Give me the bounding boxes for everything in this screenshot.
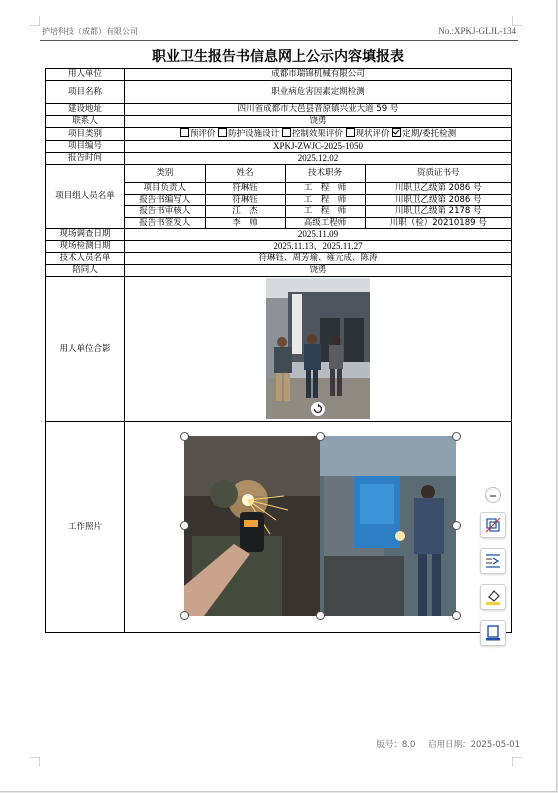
team-header-title: 技术职务 xyxy=(285,165,365,183)
group-photo[interactable] xyxy=(266,278,370,419)
category-label: 项目类别 xyxy=(46,128,125,141)
team-role: 报告书签发人 xyxy=(125,217,205,228)
project-code-label: 项目编号 xyxy=(46,141,125,153)
report-time-label: 报告时间 xyxy=(46,153,125,165)
minus-icon xyxy=(486,489,500,503)
category-option-status-eval[interactable]: 现状评价 xyxy=(346,129,390,139)
resize-handle[interactable] xyxy=(452,521,461,530)
employer-label: 用人单位 xyxy=(46,69,125,81)
team-role: 报告书编写人 xyxy=(125,194,205,206)
checked-checkbox-icon[interactable] xyxy=(392,128,401,137)
test-date-value[interactable]: 2025.11.13、2025.11.27 xyxy=(125,241,512,253)
team-title[interactable]: 工 程 师 xyxy=(285,206,365,218)
text-wrap-button[interactable] xyxy=(480,548,506,574)
team-title[interactable]: 工 程 师 xyxy=(285,194,365,206)
header-rule xyxy=(40,40,518,41)
team-row xyxy=(125,183,511,195)
tech-staff-value[interactable]: 符琳钰、周芳瑜、雍元成、陈涛 xyxy=(125,253,512,265)
border-style-button[interactable] xyxy=(480,620,506,646)
resize-handle[interactable] xyxy=(180,432,189,441)
team-title[interactable]: 高级工程师 xyxy=(285,217,365,228)
team-row xyxy=(125,206,511,218)
category-option-periodic-test[interactable]: 定期/委托检测 xyxy=(392,129,456,139)
team-name[interactable]: 江 杰 xyxy=(205,206,285,218)
survey-date-value[interactable]: 2025.11.09 xyxy=(125,229,512,241)
page-title: 职业卫生报告书信息网上公示内容填报表 xyxy=(152,49,404,65)
tech-staff-label: 技术人员名单 xyxy=(46,253,125,265)
rotate-icon[interactable] xyxy=(310,401,326,417)
footer xyxy=(376,738,520,750)
work-photo-label: 工作照片 xyxy=(46,422,125,633)
resize-handle[interactable] xyxy=(452,611,461,620)
crop-mark-bottom-left xyxy=(30,757,40,767)
team-cell xyxy=(125,165,512,229)
team-cert[interactable]: 川职（检）20210189 号 xyxy=(365,217,511,228)
work-photo[interactable] xyxy=(184,436,456,616)
checkbox-icon[interactable] xyxy=(218,128,227,137)
team-row xyxy=(125,217,511,228)
team-header-role: 类别 xyxy=(125,165,205,183)
resize-handle[interactable] xyxy=(316,611,325,620)
team-table xyxy=(125,165,511,228)
address-label: 建设地址 xyxy=(46,104,125,116)
team-name[interactable]: 李 帅 xyxy=(205,217,285,228)
fill-color-button[interactable] xyxy=(480,584,506,610)
project-name-label: 项目名称 xyxy=(46,81,125,104)
text-wrap-icon xyxy=(481,549,505,573)
category-options xyxy=(125,128,512,141)
report-form-table xyxy=(45,68,512,633)
crop-mark-top-right xyxy=(512,16,522,26)
crop-mark-bottom-right xyxy=(512,757,522,767)
team-role: 报告书审核人 xyxy=(125,206,205,218)
crop-mark-top-left xyxy=(30,16,40,26)
contact-value[interactable]: 饶勇 xyxy=(125,116,512,128)
checkbox-icon[interactable] xyxy=(346,128,355,137)
team-cert[interactable]: 川职卫乙级第 2178 号 xyxy=(365,206,511,218)
test-date-label: 现场检测日期 xyxy=(46,241,125,253)
fill-icon xyxy=(481,585,505,609)
group-photo-cell xyxy=(125,277,512,422)
report-time-value[interactable]: 2025.12.02 xyxy=(125,153,512,165)
team-row xyxy=(125,194,511,206)
header-doc-number: No.:XPKJ-GLJL-134 xyxy=(438,26,516,36)
crop-icon xyxy=(481,513,505,537)
team-cert[interactable]: 川职卫乙级第 2086 号 xyxy=(365,194,511,206)
resize-handle[interactable] xyxy=(180,611,189,620)
category-option-control-eval[interactable]: 控制效果评价 xyxy=(282,129,343,139)
project-code-value[interactable]: XPKJ-ZWJC-2025-1050 xyxy=(125,141,512,153)
resize-handle[interactable] xyxy=(452,432,461,441)
address-value[interactable]: 四川省成都市大邑县晋原镇兴业大道 59 号 xyxy=(125,104,512,116)
checkbox-icon[interactable] xyxy=(282,128,291,137)
team-label: 项目组人员名单 xyxy=(46,165,125,229)
collapse-toolbar-button[interactable] xyxy=(485,487,501,503)
survey-date-label: 现场调查日期 xyxy=(46,229,125,241)
category-option-pre-eval[interactable]: 预评价 xyxy=(180,129,216,139)
category-option-protection-design[interactable]: 防护设施设计 xyxy=(218,129,279,139)
header-company: 护培科技（成都）有限公司 xyxy=(42,27,138,36)
work-photo-cell xyxy=(125,422,512,633)
team-name[interactable]: 符琳钰 xyxy=(205,194,285,206)
footer-version: 版号：8.0 xyxy=(376,740,416,750)
team-header-cert: 资质证书号 xyxy=(365,165,511,183)
contact-label: 联系人 xyxy=(46,116,125,128)
team-header-name: 姓名 xyxy=(205,165,285,183)
team-cert[interactable]: 川职卫乙级第 2086 号 xyxy=(365,183,511,195)
group-photo-label: 用人单位合影 xyxy=(46,277,125,422)
employer-value[interactable]: 成都市瑞锦机械有限公司 xyxy=(125,69,512,81)
team-role: 项目负责人 xyxy=(125,183,205,195)
border-icon xyxy=(481,621,505,645)
footer-effective-date: 启用日期：2025-05-01 xyxy=(428,740,520,750)
resize-handle[interactable] xyxy=(180,521,189,530)
team-title[interactable]: 工 程 师 xyxy=(285,183,365,195)
checkbox-icon[interactable] xyxy=(180,128,189,137)
project-name-value[interactable]: 职业病危害因素定期检测 xyxy=(125,81,512,104)
escort-value[interactable]: 饶勇 xyxy=(125,265,512,277)
team-name[interactable]: 符琳钰 xyxy=(205,183,285,195)
escort-label: 陪同人 xyxy=(46,265,125,277)
resize-handle[interactable] xyxy=(316,432,325,441)
crop-image-button[interactable] xyxy=(480,512,506,538)
